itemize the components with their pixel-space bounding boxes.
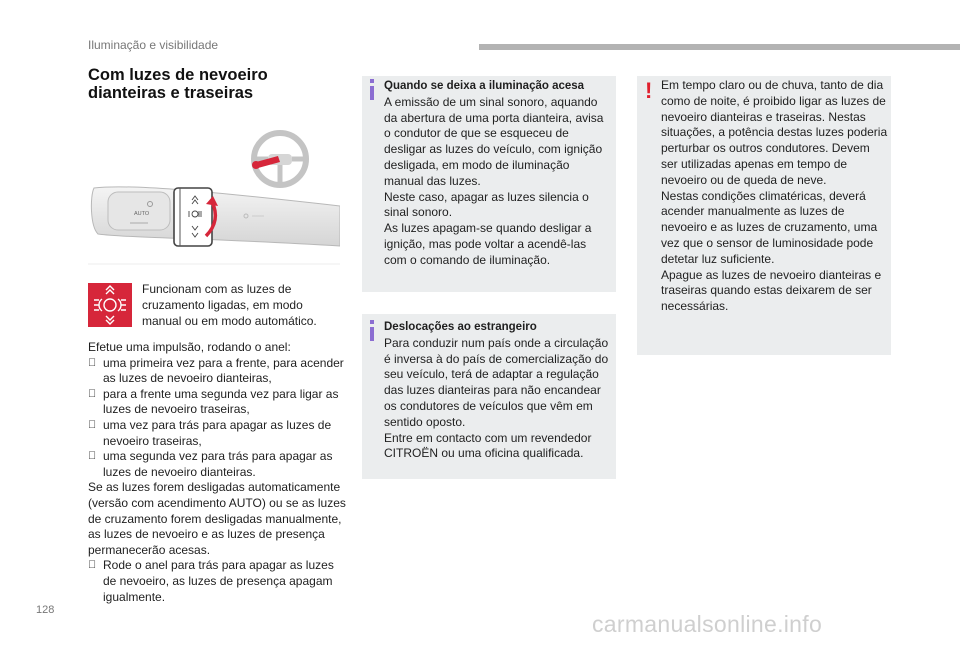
- list-item-text: uma vez para trás para apagar as luzes de nevoeiro traseiras,: [103, 417, 332, 448]
- note-paragraph: Para conduzir num país onde a circulação é inversa à do país de comercialização do seu veículo, terá de adaptar a regulação das luzes dianteiras para não encandear os condutores de veículos que vêm em sentido oposto.: [384, 335, 609, 429]
- bullet-marker: [88, 449, 96, 465]
- left-body-text: [88, 340, 350, 605]
- list-item: [88, 418, 350, 449]
- note-lights-left-on-text: [384, 78, 610, 269]
- list-item: [88, 356, 350, 387]
- note-paragraph: Neste caso, apagar as luzes silencia o sinal sonoro.: [384, 189, 589, 220]
- warning-icon: !: [645, 78, 653, 103]
- list-item-text: para a frente uma segunda vez para ligar as luzes de nevoeiro traseiras,: [103, 386, 339, 417]
- bullet-marker: [88, 387, 96, 403]
- list-item-text: uma primeira vez para a frente, para acender as luzes de nevoeiro dianteiras,: [103, 355, 344, 386]
- mode-description: Funcionam com as luzes de cruzamento ligadas, em modo manual ou em modo automático.: [142, 282, 317, 329]
- info-icon: [370, 79, 374, 83]
- section-label: Iluminação e visibilidade: [88, 38, 219, 52]
- list-item: [88, 449, 350, 480]
- bullet-marker: [88, 558, 96, 574]
- watermark: carmanualsonline.info: [592, 611, 823, 637]
- info-icon: [370, 320, 374, 324]
- bullet-marker: [88, 418, 96, 434]
- note-paragraph: Entre em contacto com um revendedor CITROËN ou uma oficina qualificada.: [384, 430, 592, 461]
- header-bar: [479, 44, 960, 50]
- note-paragraph: A emissão de um sinal sonoro, aquando da abertura de uma porta dianteira, avisa o condutor de que se esqueceu de desligar as luzes do veículo, com ignição desligada, em modo de iluminação manual das luzes.: [384, 94, 604, 188]
- note-title: Quando se deixa a iluminação acesa: [384, 80, 585, 92]
- note-paragraph: Nestas condições climatéricas, deverá acender manualmente as luzes de nevoeiro e as luzes de cruzamento, uma vez que o sensor de luminosidade pode detetar luz suficiente.: [661, 188, 878, 266]
- list-item-text: Rode o anel para trás para apagar as luzes de nevoeiro, as luzes de presença apagam igualmente.: [103, 558, 334, 604]
- note-paragraph: Apague as luzes de nevoeiro dianteiras e traseiras quando estas deixarem de ser necessárias.: [661, 267, 882, 314]
- intro-text: Efetue uma impulsão, rodando o anel:: [88, 340, 291, 354]
- info-icon-bar: [370, 327, 374, 341]
- auto-mode-paragraph: Se as luzes forem desligadas automaticamente (versão com acendimento AUTO) ou se as luzes de cruzamento forem desligadas manualmente, as luzes de nevoeiro e as luzes de presença permanecerão acesas.: [88, 480, 346, 557]
- note-travel-abroad-text: [384, 319, 610, 462]
- note-warning-text: [661, 78, 889, 315]
- fog-lights-icon: [88, 283, 132, 327]
- lighting-stalk-illustration: [88, 126, 340, 266]
- bullet-marker: [88, 356, 96, 372]
- info-icon-bar: [370, 86, 374, 100]
- page-number: 128: [36, 604, 55, 616]
- list-item: [88, 558, 350, 605]
- note-title: Deslocações ao estrangeiro: [384, 321, 537, 333]
- list-item-text: uma segunda vez para trás para apagar as luzes de nevoeiro dianteiras.: [103, 449, 333, 479]
- lever-auto-label: AUTO: [134, 211, 150, 217]
- list-item: [88, 387, 350, 418]
- page-title: Com luzes de nevoeiro dianteiras e traseiras: [88, 66, 268, 102]
- note-paragraph: Em tempo claro ou de chuva, tanto de dia como de noite, é proibido ligar as luzes de nevoeiro dianteiras e traseiras. Nestas situações, a potência destas luzes poderia perturbar os outros condutores. Devem ser utilizadas apenas em tempo de nevoeiro ou de queda de neve.: [661, 78, 888, 187]
- note-paragraph: As luzes apagam-se quando desligar a ignição, mas pode voltar a acendê-las com o comando de iluminação.: [384, 221, 592, 267]
